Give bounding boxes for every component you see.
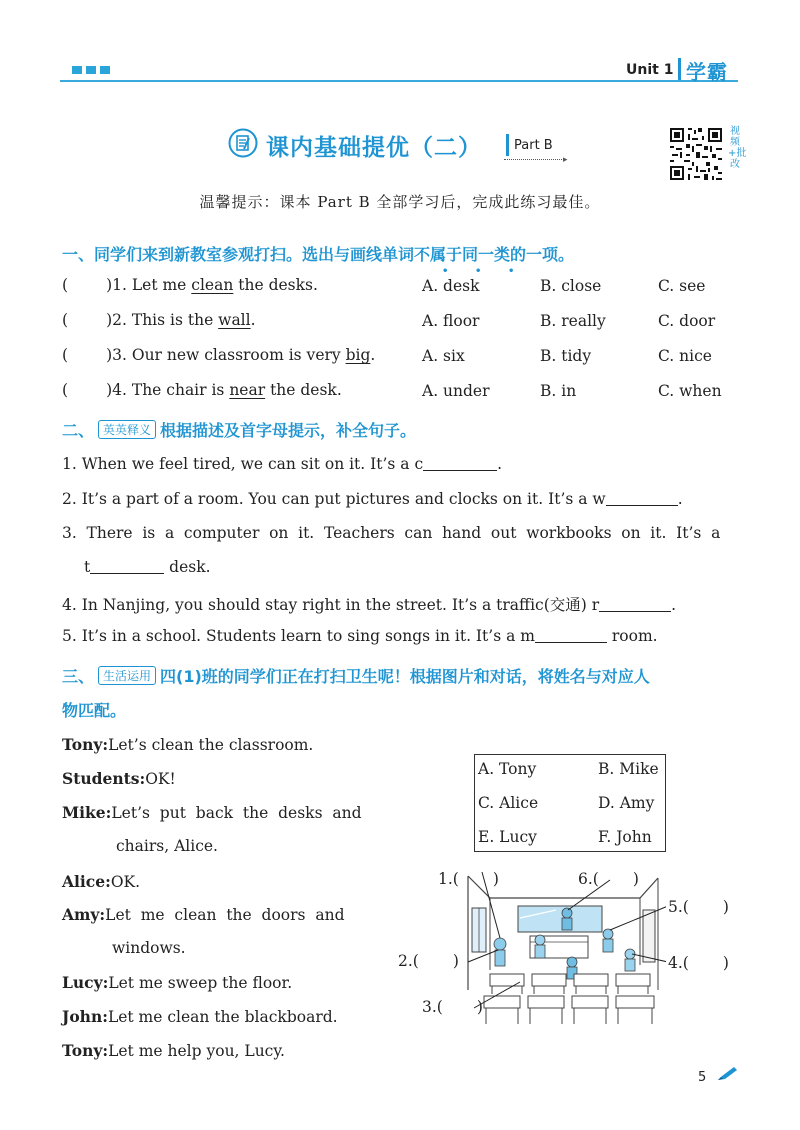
name-option: E. Lucy (478, 828, 537, 846)
section1-heading: 一、同学们来到新教室参观打扫。选出与画线单词不属于同一类的一项。 (62, 245, 575, 264)
option-b[interactable]: B. tidy (540, 347, 592, 365)
pencil-icon (716, 1066, 738, 1082)
dialogue-line: chairs, Alice. (116, 837, 218, 855)
picture-label-5[interactable]: 5.( ) (668, 898, 729, 916)
header-line (60, 80, 738, 82)
name-option: B. Mike (598, 760, 659, 778)
picture-label-6[interactable]: 6.( ) (578, 870, 639, 888)
section3-heading-cont: 物匹配。 (62, 701, 127, 720)
picture-label-4[interactable]: 4.( ) (668, 954, 729, 972)
tip-text: 温馨提示：课本 Part B 全部学习后，完成此练习最佳。 (199, 193, 601, 211)
answer-blank[interactable] (606, 491, 678, 506)
arrow-right-icon: ▸ (563, 155, 568, 165)
option-a[interactable]: A. desk (422, 277, 480, 295)
answer-blank[interactable] (423, 456, 497, 471)
notebook-icon (228, 128, 258, 158)
emphasis-dot: • (508, 266, 515, 277)
option-c[interactable]: C. nice (658, 347, 712, 365)
option-a[interactable]: A. six (422, 347, 465, 365)
name-option: D. Amy (598, 794, 655, 812)
option-a[interactable]: A. under (422, 382, 490, 400)
answer-blank[interactable] (599, 597, 671, 612)
option-b[interactable]: B. in (540, 382, 577, 400)
question-row: ( )1. Let me clean the desks. (62, 276, 318, 294)
sentence-row: 4. In Nanjing, you should stay right in the street. It’s a traffic(交通) r . (62, 596, 677, 614)
qr-code-icon[interactable] (668, 126, 724, 182)
dialogue-line: Amy:Let me clean the doors and (62, 905, 345, 924)
name-option: A. Tony (478, 760, 537, 778)
name-option: C. Alice (478, 794, 539, 812)
option-c[interactable]: C. when (658, 382, 722, 400)
question-row: ( )2. This is the wall. (62, 311, 256, 329)
emphasis-dot: • (442, 266, 449, 277)
dialogue-line: windows. (112, 939, 186, 957)
part-label: Part B (514, 138, 553, 153)
option-b[interactable]: B. really (540, 312, 606, 330)
section-tag: 生活运用 (98, 666, 156, 685)
dialogue-line: Tony:Let me help you, Lucy. (62, 1041, 285, 1060)
dialogue-line: Mike:Let’s put back the desks and (62, 803, 362, 822)
emphasis-dot: • (475, 266, 482, 277)
section2-heading: 二、 英英释义 根据描述及首字母提示，补全句子。 (62, 421, 417, 440)
picture-label-3[interactable]: 3.( ) (422, 998, 483, 1016)
section-tag: 英英释义 (98, 420, 156, 439)
unit-label: Unit 1 (626, 62, 674, 78)
section3-heading: 三、 生活运用 四(1)班的同学们正在打扫卫生呢！根据图片和对话，将姓名与对应人 (62, 667, 650, 686)
title-separator (506, 134, 509, 156)
option-a[interactable]: A. floor (422, 312, 480, 330)
logo-bar (678, 58, 681, 80)
dialogue-line: Alice:OK. (62, 872, 141, 891)
question-row: ( )3. Our new classroom is very big. (62, 346, 376, 364)
sentence-row: t desk. (84, 558, 211, 576)
page-title: 课内基础提优（二） (266, 135, 482, 161)
picture-label-2[interactable]: 2.( ) (398, 952, 459, 970)
dialogue-line: John:Let me clean the blackboard. (62, 1007, 338, 1026)
option-b[interactable]: B. close (540, 277, 602, 295)
option-c[interactable]: C. door (658, 312, 716, 330)
option-c[interactable]: C. see (658, 277, 706, 295)
answer-blank[interactable] (535, 628, 607, 643)
picture-label-1[interactable]: 1.( ) (438, 870, 499, 888)
sentence-row: 5. It’s in a school. Students learn to sing songs in it. It’s a m room. (62, 627, 658, 645)
title-arrow-line (504, 159, 564, 160)
answer-blank[interactable] (90, 559, 164, 574)
qr-side-label: 视频+批改 (728, 126, 747, 170)
dialogue-line: Lucy:Let me sweep the floor. (62, 973, 293, 992)
page-number: 5 (698, 1070, 707, 1085)
name-option: F. John (598, 828, 652, 846)
classroom-picture (460, 870, 666, 1030)
header-square (72, 66, 82, 74)
header-square (100, 66, 110, 74)
sentence-row: 3. There is a computer on it. Teachers can hand out workbooks on it. It’s a (62, 524, 721, 542)
header-square (86, 66, 96, 74)
brand-logo: 学霸 (686, 60, 728, 84)
sentence-row: 1. When we feel tired, we can sit on it. It’s a c . (62, 455, 503, 473)
sentence-row: 2. It’s a part of a room. You can put pictures and clocks on it. It’s a w . (62, 490, 683, 508)
question-row: ( )4. The chair is near the desk. (62, 381, 342, 399)
dialogue-line: Students:OK! (62, 769, 176, 788)
dialogue-line: Tony:Let’s clean the classroom. (62, 735, 314, 754)
